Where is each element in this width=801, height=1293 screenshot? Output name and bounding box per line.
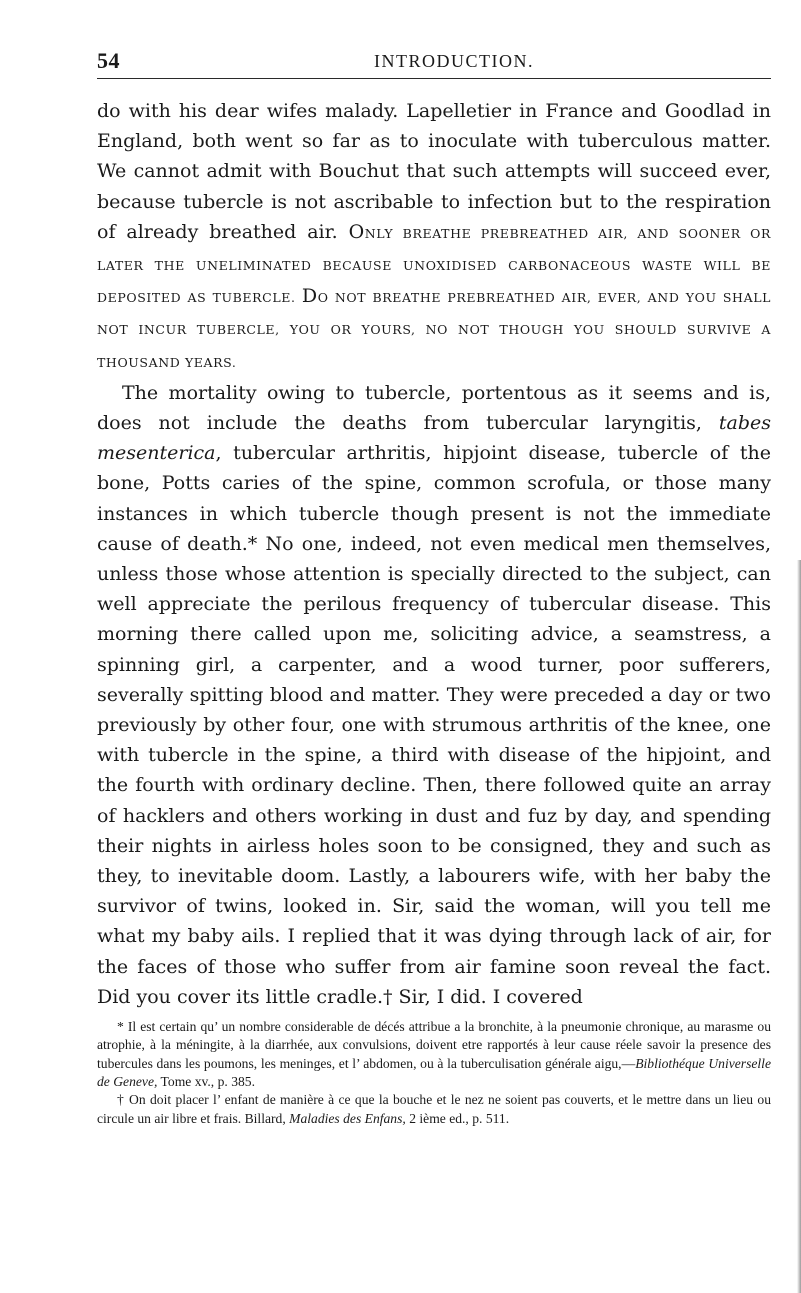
paragraph-2-italic: tabes mesenterica	[97, 412, 771, 465]
small-caps-initial-1: O	[348, 220, 365, 243]
scan-edge-shadow	[797, 560, 801, 1293]
footnote-asterisk	[97, 1018, 771, 1091]
body-text	[97, 96, 771, 1012]
footnote-2-text-b: 2 ième ed., p. 511.	[405, 1110, 510, 1126]
footnote-dagger	[97, 1091, 771, 1128]
paragraph-2	[97, 378, 771, 1012]
footnotes	[97, 1018, 771, 1128]
footnote-1-text-a: * Il est certain qu’ un nombre considerable de décés attribue a la bronchite, à la pneumonie chronique, au marasme ou atrophie, à la méningite, à la diarrhée, aux convulsions, doivent etre rapportés à leur cause réele savoir la presence des tubercules dans les poumons, les meninges, et l’ abdomen, ou à la tuberculisation générale aigu,—	[97, 1019, 771, 1071]
footnote-2-text-a: † On doit placer l’ enfant de manière à ce que la bouche et le nez ne soient pas couverts, et le mettre dans un lieu ou circule un air libre et frais. Billard,	[97, 1092, 771, 1126]
footnote-1-text-b: Tome xv., p. 385.	[157, 1073, 255, 1089]
small-caps-initial-2: D	[301, 285, 318, 308]
small-caps-text-1: NLY BREATHE PREBREATHED AIR, AND SOONER OR LATER THE UNELIMINATED BECAUSE UNOXIDISED CARBONACEOUS WASTE WILL BE DEPOSITED AS TUBERCLE.	[97, 225, 771, 306]
page-number: 54	[97, 48, 120, 73]
footnote-2-italic: Maladies des Enfans,	[289, 1110, 406, 1126]
running-head	[97, 48, 771, 79]
paragraph-2-text-a: The mortality owing to tubercle, portentous as it seems and is, does not include the deaths from tubercular laryngitis,	[97, 381, 771, 435]
footnote-1-italic: Bibliothéque Universelle de Geneve,	[97, 1055, 771, 1089]
paragraph-1	[97, 96, 771, 378]
small-caps-passage-1	[97, 220, 771, 370]
paragraph-1-text: do with his dear wifes malady. Lapelletier in France and Goodlad in England, both went so far as to inoculate with tuberculous matter. We cannot admit with Bouchut that such attempts will succeed ever, because tubercle is not ascribable to infection but to the respiration of already breathed air.	[97, 100, 771, 243]
running-title: INTRODUCTION.	[374, 51, 534, 71]
paragraph-2-text-b: , tubercular arthritis, hipjoint disease, tubercle of the bone, Potts caries of the spine, common scrofula, or those many instances in which tubercle though present is not the immediate cause of death.* No one, indeed, not even medical men themselves, unless those whose attention is specially directed to the subject, can well appreciate the perilous frequency of tubercular disease. This morning there called upon me, soliciting advice, a seamstress, a spinning girl, a carpenter, and a wood turner, poor sufferers, severally spitting blood and matter. They were preceded a day or two previously by other four, one with strumous arthritis of the knee, one with tubercle in the spine, a third with disease of the hipjoint, and the fourth with ordinary decline. Then, there followed quite an array of hacklers and others working in dust and fuz by day, and spending their nights in airless holes soon to be consigned, they and such as they, to inevitable doom. Lastly, a labourers wife, with her baby the survivor of twins, looked in. Sir, said the woman, will you tell me what my baby ails. I replied that it was dying through lack of air, for the faces of those who suffer from air famine soon reveal the fact. Did you cover its little cradle.† Sir, I did. I covered	[97, 442, 771, 1008]
small-caps-text-2: O NOT BREATHE PREBREATHED AIR, EVER, AND YOU SHALL NOT INCUR TUBERCLE, YOU OR YOURS, NO NOT THOUGH YOU SHOULD SURVIVE A THOUSAND YEARS.	[97, 290, 771, 370]
